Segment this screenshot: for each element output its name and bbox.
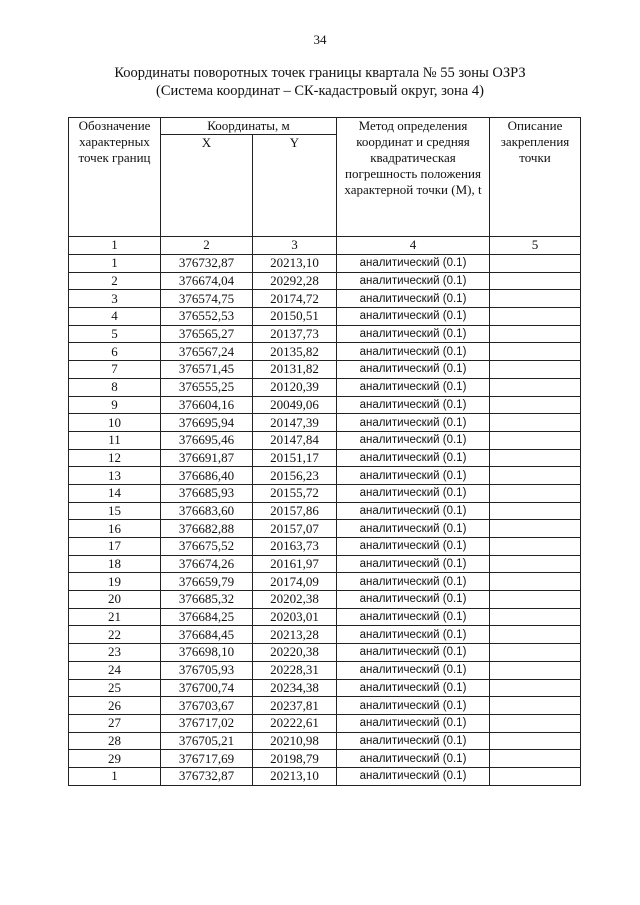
x-cell: 376574,75	[161, 290, 253, 308]
header-coordinates: Координаты, м	[161, 118, 337, 135]
x-cell: 376685,93	[161, 484, 253, 502]
x-cell: 376682,88	[161, 520, 253, 538]
x-cell: 376732,87	[161, 767, 253, 785]
y-cell: 20150,51	[253, 308, 337, 326]
point-cell: 4	[69, 308, 161, 326]
x-cell: 376732,87	[161, 255, 253, 273]
x-cell: 376685,32	[161, 591, 253, 609]
table-row	[69, 732, 581, 750]
description-cell	[490, 255, 581, 273]
table-row	[69, 767, 581, 785]
method-cell: аналитический (0.1)	[337, 325, 490, 343]
table-row	[69, 538, 581, 556]
point-cell: 17	[69, 538, 161, 556]
x-cell: 376674,26	[161, 555, 253, 573]
y-cell: 20237,81	[253, 697, 337, 715]
description-cell	[490, 308, 581, 326]
description-cell	[490, 697, 581, 715]
point-cell: 8	[69, 378, 161, 396]
description-cell	[490, 396, 581, 414]
x-cell: 376691,87	[161, 449, 253, 467]
point-cell: 6	[69, 343, 161, 361]
column-number: 2	[161, 237, 253, 255]
description-cell	[490, 644, 581, 662]
y-cell: 20198,79	[253, 750, 337, 768]
x-cell: 376659,79	[161, 573, 253, 591]
page-number: 34	[313, 32, 327, 47]
point-cell: 20	[69, 591, 161, 609]
table-row	[69, 750, 581, 768]
table-row	[69, 661, 581, 679]
point-cell: 15	[69, 502, 161, 520]
y-cell: 20137,73	[253, 325, 337, 343]
y-cell: 20151,17	[253, 449, 337, 467]
y-cell: 20135,82	[253, 343, 337, 361]
document-title	[0, 64, 640, 100]
x-cell: 376695,94	[161, 414, 253, 432]
y-cell: 20213,10	[253, 255, 337, 273]
method-cell: аналитический (0.1)	[337, 661, 490, 679]
method-cell: аналитический (0.1)	[337, 538, 490, 556]
description-cell	[490, 272, 581, 290]
x-cell: 376686,40	[161, 467, 253, 485]
x-cell: 376567,24	[161, 343, 253, 361]
x-cell: 376705,93	[161, 661, 253, 679]
description-cell	[490, 484, 581, 502]
y-cell: 20234,38	[253, 679, 337, 697]
y-cell: 20120,39	[253, 378, 337, 396]
title-line-1: Координаты поворотных точек границы квартала № 55 зоны ОЗРЗ	[114, 65, 526, 81]
method-cell: аналитический (0.1)	[337, 396, 490, 414]
table-row	[69, 626, 581, 644]
y-cell: 20049,06	[253, 396, 337, 414]
method-cell: аналитический (0.1)	[337, 255, 490, 273]
table-row	[69, 591, 581, 609]
point-cell: 22	[69, 626, 161, 644]
description-cell	[490, 414, 581, 432]
y-cell: 20228,31	[253, 661, 337, 679]
method-cell: аналитический (0.1)	[337, 644, 490, 662]
x-cell: 376717,02	[161, 714, 253, 732]
point-cell: 13	[69, 467, 161, 485]
y-cell: 20174,09	[253, 573, 337, 591]
method-cell: аналитический (0.1)	[337, 449, 490, 467]
description-cell	[490, 679, 581, 697]
table-row	[69, 290, 581, 308]
method-cell: аналитический (0.1)	[337, 697, 490, 715]
x-cell: 376555,25	[161, 378, 253, 396]
x-cell: 376674,04	[161, 272, 253, 290]
description-cell	[490, 502, 581, 520]
y-cell: 20156,23	[253, 467, 337, 485]
table-row	[69, 308, 581, 326]
point-cell: 18	[69, 555, 161, 573]
x-cell: 376703,67	[161, 697, 253, 715]
y-cell: 20157,86	[253, 502, 337, 520]
description-cell	[490, 361, 581, 379]
description-cell	[490, 732, 581, 750]
x-cell: 376698,10	[161, 644, 253, 662]
x-cell: 376695,46	[161, 431, 253, 449]
point-cell: 28	[69, 732, 161, 750]
x-cell: 376705,21	[161, 732, 253, 750]
table-row	[69, 608, 581, 626]
point-cell: 2	[69, 272, 161, 290]
point-cell: 19	[69, 573, 161, 591]
table-row	[69, 272, 581, 290]
y-cell: 20155,72	[253, 484, 337, 502]
method-cell: аналитический (0.1)	[337, 361, 490, 379]
table-row	[69, 449, 581, 467]
point-cell: 24	[69, 661, 161, 679]
header-x: X	[161, 135, 253, 237]
y-cell: 20163,73	[253, 538, 337, 556]
header-description: Описание закрепления точки	[490, 118, 581, 237]
table-row	[69, 325, 581, 343]
table-row	[69, 361, 581, 379]
point-cell: 1	[69, 255, 161, 273]
method-cell: аналитический (0.1)	[337, 502, 490, 520]
x-cell: 376565,27	[161, 325, 253, 343]
table-row	[69, 378, 581, 396]
x-cell: 376683,60	[161, 502, 253, 520]
method-cell: аналитический (0.1)	[337, 343, 490, 361]
description-cell	[490, 608, 581, 626]
table-row	[69, 502, 581, 520]
method-cell: аналитический (0.1)	[337, 467, 490, 485]
x-cell: 376717,69	[161, 750, 253, 768]
table-row	[69, 343, 581, 361]
description-cell	[490, 750, 581, 768]
table-row	[69, 644, 581, 662]
table-row	[69, 467, 581, 485]
y-cell: 20203,01	[253, 608, 337, 626]
point-cell: 29	[69, 750, 161, 768]
x-cell: 376675,52	[161, 538, 253, 556]
x-cell: 376552,53	[161, 308, 253, 326]
y-cell: 20174,72	[253, 290, 337, 308]
description-cell	[490, 343, 581, 361]
column-number-row	[69, 237, 581, 255]
point-cell: 5	[69, 325, 161, 343]
description-cell	[490, 538, 581, 556]
point-cell: 10	[69, 414, 161, 432]
y-cell: 20220,38	[253, 644, 337, 662]
method-cell: аналитический (0.1)	[337, 679, 490, 697]
method-cell: аналитический (0.1)	[337, 431, 490, 449]
description-cell	[490, 767, 581, 785]
x-cell: 376604,16	[161, 396, 253, 414]
description-cell	[490, 626, 581, 644]
point-cell: 25	[69, 679, 161, 697]
method-cell: аналитический (0.1)	[337, 520, 490, 538]
column-number: 3	[253, 237, 337, 255]
y-cell: 20161,97	[253, 555, 337, 573]
y-cell: 20147,84	[253, 431, 337, 449]
table-row	[69, 697, 581, 715]
description-cell	[490, 573, 581, 591]
y-cell: 20131,82	[253, 361, 337, 379]
description-cell	[490, 431, 581, 449]
coordinates-table	[68, 117, 581, 786]
method-cell: аналитический (0.1)	[337, 308, 490, 326]
x-cell: 376571,45	[161, 361, 253, 379]
description-cell	[490, 661, 581, 679]
y-cell: 20292,28	[253, 272, 337, 290]
table-row	[69, 431, 581, 449]
method-cell: аналитический (0.1)	[337, 626, 490, 644]
point-cell: 11	[69, 431, 161, 449]
method-cell: аналитический (0.1)	[337, 290, 490, 308]
point-cell: 14	[69, 484, 161, 502]
description-cell	[490, 467, 581, 485]
description-cell	[490, 591, 581, 609]
point-cell: 21	[69, 608, 161, 626]
description-cell	[490, 714, 581, 732]
point-cell: 26	[69, 697, 161, 715]
method-cell: аналитический (0.1)	[337, 714, 490, 732]
method-cell: аналитический (0.1)	[337, 750, 490, 768]
description-cell	[490, 520, 581, 538]
table-row	[69, 520, 581, 538]
column-number: 5	[490, 237, 581, 255]
table-row	[69, 679, 581, 697]
y-cell: 20213,10	[253, 767, 337, 785]
point-cell: 16	[69, 520, 161, 538]
table-row	[69, 255, 581, 273]
column-number: 4	[337, 237, 490, 255]
method-cell: аналитический (0.1)	[337, 378, 490, 396]
description-cell	[490, 555, 581, 573]
table-row	[69, 414, 581, 432]
table-row	[69, 396, 581, 414]
description-cell	[490, 325, 581, 343]
method-cell: аналитический (0.1)	[337, 555, 490, 573]
header-designation: Обозначение характерных точек границ	[69, 118, 161, 237]
table-row	[69, 484, 581, 502]
description-cell	[490, 449, 581, 467]
point-cell: 1	[69, 767, 161, 785]
point-cell: 12	[69, 449, 161, 467]
point-cell: 23	[69, 644, 161, 662]
method-cell: аналитический (0.1)	[337, 767, 490, 785]
y-cell: 20157,07	[253, 520, 337, 538]
table-body	[69, 255, 581, 786]
point-cell: 3	[69, 290, 161, 308]
method-cell: аналитический (0.1)	[337, 591, 490, 609]
table-row	[69, 714, 581, 732]
y-cell: 20222,61	[253, 714, 337, 732]
x-cell: 376684,45	[161, 626, 253, 644]
description-cell	[490, 290, 581, 308]
y-cell: 20210,98	[253, 732, 337, 750]
method-cell: аналитический (0.1)	[337, 484, 490, 502]
method-cell: аналитический (0.1)	[337, 608, 490, 626]
y-cell: 20213,28	[253, 626, 337, 644]
method-cell: аналитический (0.1)	[337, 272, 490, 290]
method-cell: аналитический (0.1)	[337, 414, 490, 432]
column-number: 1	[69, 237, 161, 255]
method-cell: аналитический (0.1)	[337, 573, 490, 591]
title-line-2: (Система координат – СК-кадастровый округ, зона 4)	[156, 83, 484, 99]
point-cell: 27	[69, 714, 161, 732]
table-row	[69, 555, 581, 573]
y-cell: 20202,38	[253, 591, 337, 609]
header-method: Метод определения координат и средняя квадратическая погрешность положения характерной точки (M), t	[337, 118, 490, 237]
point-cell: 7	[69, 361, 161, 379]
x-cell: 376684,25	[161, 608, 253, 626]
point-cell: 9	[69, 396, 161, 414]
x-cell: 376700,74	[161, 679, 253, 697]
method-cell: аналитический (0.1)	[337, 732, 490, 750]
table-row	[69, 573, 581, 591]
description-cell	[490, 378, 581, 396]
y-cell: 20147,39	[253, 414, 337, 432]
header-y: Y	[253, 135, 337, 237]
